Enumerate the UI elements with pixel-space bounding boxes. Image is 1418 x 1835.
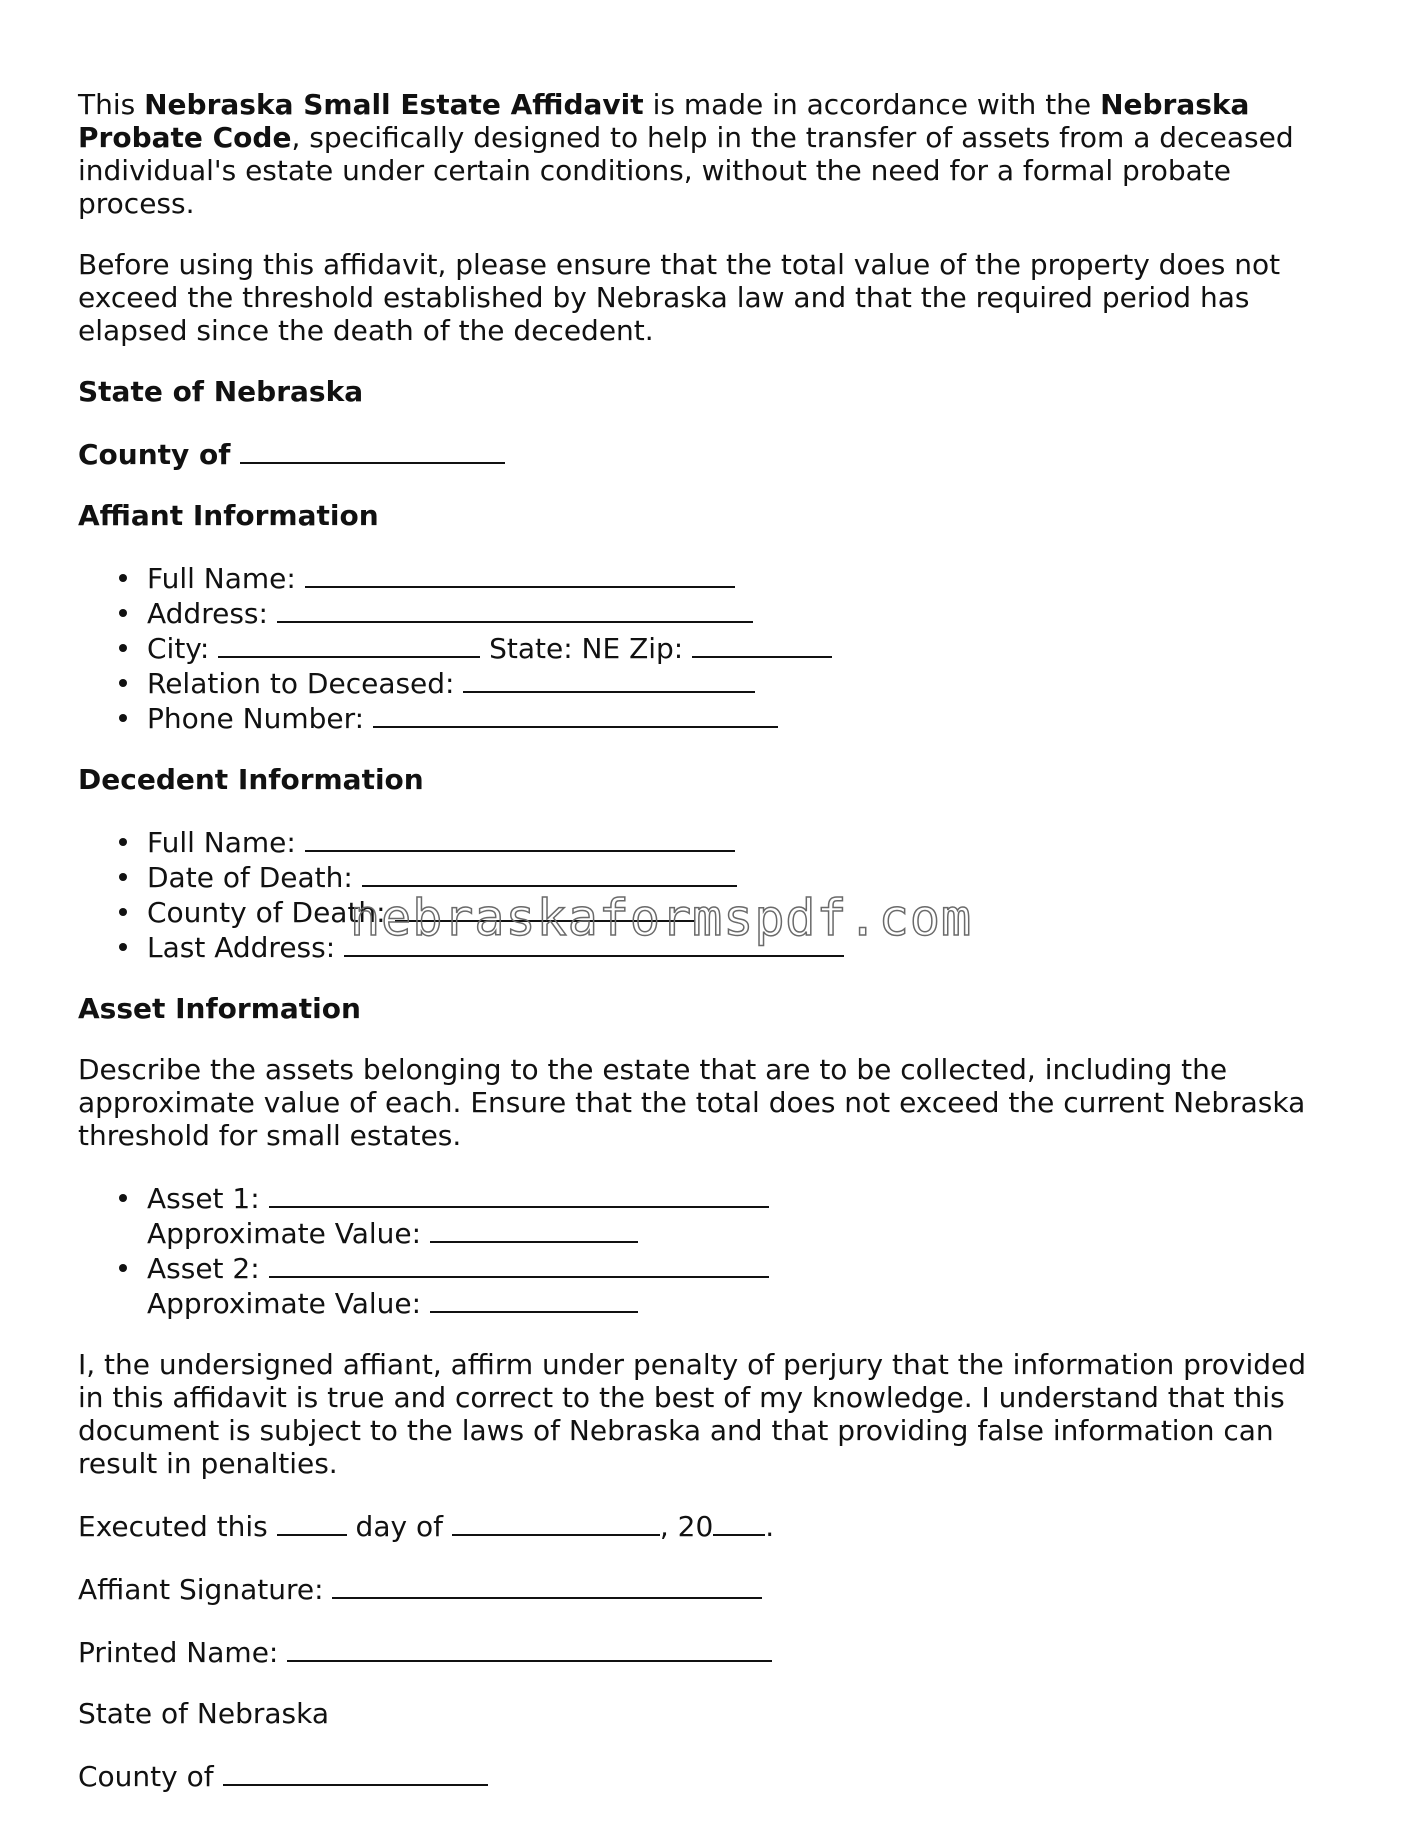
affiant-relation-field[interactable] [463,665,755,693]
execution-month-field[interactable] [452,1508,660,1536]
affiant-signature-field[interactable] [332,1571,762,1599]
list-item: Date of Death: [147,859,1340,894]
affirmation-paragraph: I, the undersigned affiant, affirm under penalty of perjury that the information provided in this affidavit is true and correct to the best of my knowledge. I understand that this document is subject to the laws of Nebraska and that providing false information can result in penalties. [78,1348,1307,1480]
decedent-info-heading: Decedent Information [78,763,424,796]
affiant-signature-line: Affiant Signature: [78,1571,1340,1606]
affiant-zip-field[interactable] [692,630,832,658]
list-item: Full Name: [147,824,1340,859]
notary-state: State of Nebraska [78,1697,329,1730]
asset-info-heading: Asset Information [78,992,361,1025]
execution-day-field[interactable] [277,1508,347,1536]
list-item: Phone Number: [147,700,1340,735]
notary-county-field[interactable] [223,1758,488,1786]
list-item: Full Name: [147,560,1340,595]
affiant-phone-field[interactable] [373,700,778,728]
execution-year-field[interactable] [713,1508,765,1536]
asset-2-field[interactable] [269,1250,769,1278]
venue-county-field[interactable] [240,436,505,464]
affiant-address-field[interactable] [277,595,753,623]
asset-1-field[interactable] [269,1180,769,1208]
printed-name-line: Printed Name: [78,1634,1340,1669]
affiant-info-heading: Affiant Information [78,499,379,532]
intro-paragraph: This Nebraska Small Estate Affidavit is made in accordance with the Nebraska Probate Code, specifically designed to help in the transfer of assets from a deceased individual's estate under certain conditions, without the need for a formal probate process. [78,88,1294,220]
asset-1-value-field[interactable] [430,1215,638,1243]
affiant-city-field[interactable] [218,630,480,658]
venue-state: State of Nebraska [78,375,364,408]
list-item: Last Address: [147,929,1340,964]
asset-description: Describe the assets belonging to the estate that are to be collected, including the approximate value of each. Ensure that the total does not exceed the current Nebraska threshold for small estates. [78,1053,1306,1152]
form-title: Nebraska Small Estate Affidavit [144,88,644,121]
list-item: Asset 1: Approximate Value: [147,1180,1340,1250]
list-item: City: State: NE Zip: [147,630,1340,665]
affidavit-document [78,88,1340,1821]
decedent-full-name-field[interactable] [305,824,735,852]
list-item: County of Death: [147,894,1340,929]
execution-line: Executed this day of , 20 . [78,1510,775,1543]
affiant-info-list [78,560,1340,735]
decedent-date-of-death-field[interactable] [362,859,737,887]
asset-list [78,1180,1340,1320]
venue-county: County of [78,436,1340,471]
affiant-full-name-field[interactable] [305,560,735,588]
list-item: Relation to Deceased: [147,665,1340,700]
notary-county-line: County of [78,1758,1340,1793]
list-item: Address: [147,595,1340,630]
watermark-text: nebraskaformspdf.com [350,889,973,947]
probate-code-reference: Nebraska Probate Code [78,88,1250,154]
instructions-paragraph: Before using this affidavit, please ensure that the total value of the property does not exceed the threshold established by Nebraska law and that the required period has elapsed since the death of the decedent. [78,248,1281,347]
printed-name-field[interactable] [287,1634,772,1662]
asset-2-value-field[interactable] [430,1285,638,1313]
list-item: Asset 2: Approximate Value: [147,1250,1340,1320]
